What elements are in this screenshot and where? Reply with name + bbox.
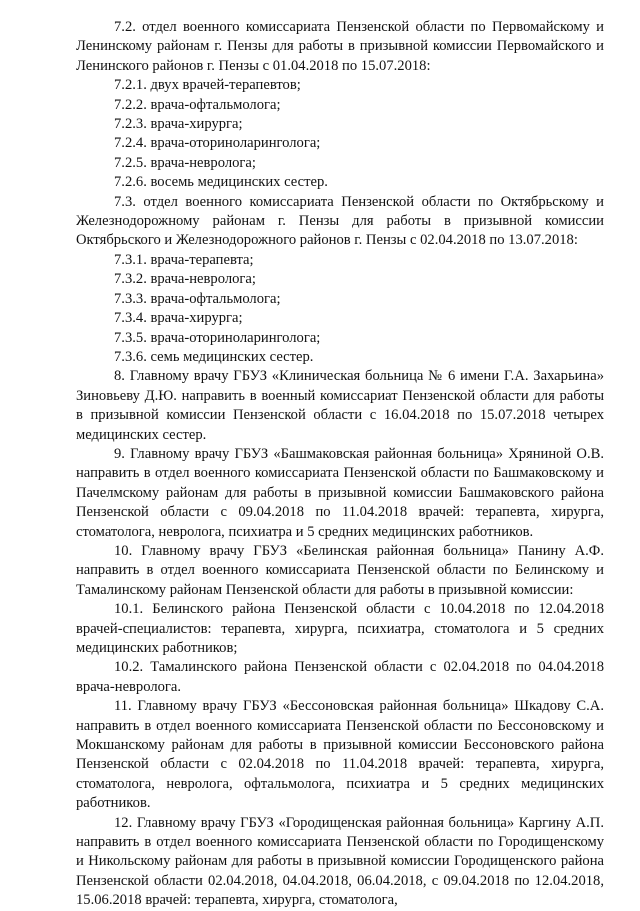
item-7-2-2: 7.2.2. врача-офтальмолога;	[114, 96, 281, 113]
paragraph-9: 9. Главному врачу ГБУЗ «Башмаковская районная больница» Хряниной О.В. направить в отдел военного комиссариата Пензенской области по Башмаковскому и Пачелмскому районам для работы в призывной комиссии Башмаковского района Пензенской области с 09.04.2018 по 11.04.2018 врачей: терапевта, хирурга, стоматолога, невролога, психиатра и 5 средних медицинских работников.	[76, 445, 604, 540]
paragraph-10-2: 10.2. Тамалинского района Пензенской области с 02.04.2018 по 04.04.2018 врача-невролога.	[76, 659, 604, 695]
paragraph-7-3: 7.3. отдел военного комиссариата Пензенской области по Октябрьскому и Железнодорожному районам г. Пензы для работы в призывной комиссии Октябрьского и Железнодорожного районов г. Пензы с 02.04.2018 по 13.07.2018:	[76, 193, 604, 249]
document-page	[76, 18, 604, 911]
item-7-3-2: 7.3.2. врача-невролога;	[114, 271, 256, 288]
item-7-3-3: 7.3.3. врача-офтальмолога;	[114, 290, 281, 307]
item-7-3-5: 7.3.5. врача-оториноларинголога;	[114, 329, 321, 346]
paragraph-11: 11. Главному врачу ГБУЗ «Бессоновская районная больница» Шкадову С.А. направить в отдел военного комиссариата Пензенской области по Бессоновскому и Мокшанскому районам для работы в призывной комиссии Бессоновского района Пензенской области с 02.04.2018 по 11.04.2018 врачей: терапевта, хирурга, стоматолога, невролога, офтальмолога, психиатра и 5 средних медицинских работников.	[76, 698, 604, 812]
paragraph-12: 12. Главному врачу ГБУЗ «Городищенская районная больница» Каргину А.П. направить в отдел военного комиссариата Пензенской области по Городищенскому и Никольскому районам для работы в призывной комиссии Городищенского района Пензенской области 02.04.2018, 04.04.2018, 06.04.2018, с 09.04.2018 по 12.04.2018, 15.06.2018 врачей: терапевта, хирурга, стоматолога,	[76, 814, 604, 909]
item-7-2-3: 7.2.3. врача-хирурга;	[114, 116, 243, 133]
item-7-2-6: 7.2.6. восемь медицинских сестер.	[114, 174, 328, 191]
paragraph-8: 8. Главному врачу ГБУЗ «Клиническая больница № 6 имени Г.А. Захарьина» Зиновьеву Д.Ю. направить в военный комиссариат Пензенской области для работы в призывной комиссии Пензенской области с 16.04.2018 по 15.07.2018 четырех медицинских сестер.	[76, 368, 604, 443]
item-7-3-4: 7.3.4. врача-хирурга;	[114, 310, 243, 327]
item-7-3-1: 7.3.1. врача-терапевта;	[114, 251, 254, 268]
item-7-3-6: 7.3.6. семь медицинских сестер.	[114, 348, 314, 365]
paragraph-7-2: 7.2. отдел военного комиссариата Пензенской области по Первомайскому и Ленинскому районам г. Пензы для работы в призывной комиссии Первомайского и Ленинского районов г. Пензы с 01.04.2018 по 15.07.2018:	[76, 19, 604, 74]
item-7-2-5: 7.2.5. врача-невролога;	[114, 154, 256, 171]
item-7-2-1: 7.2.1. двух врачей-терапевтов;	[114, 77, 301, 94]
paragraph-10: 10. Главному врачу ГБУЗ «Белинская районная больница» Панину А.Ф. направить в отдел военного комиссариата Пензенской области по Белинскому и Тамалинскому районам Пензенской области для работы в призывной комиссии:	[76, 542, 604, 598]
paragraph-10-1: 10.1. Белинского района Пензенской области с 10.04.2018 по 12.04.2018 врачей-специалистов: терапевта, хирурга, психиатра, стоматолога и 5 средних медицинских работников;	[76, 601, 604, 656]
item-7-2-4: 7.2.4. врача-оториноларинголога;	[114, 135, 321, 152]
